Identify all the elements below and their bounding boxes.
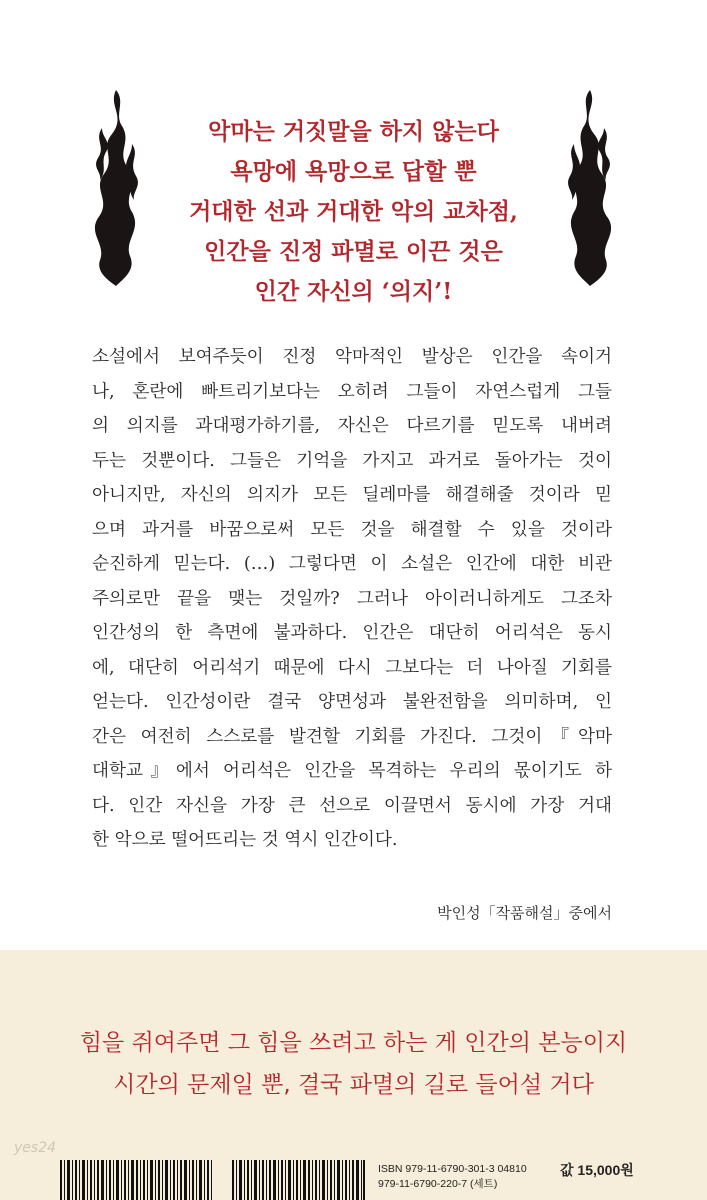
pull-quote [40, 1022, 667, 1106]
quote-line: 힘을 쥐여주면 그 힘을 쓰려고 하는 게 인간의 본능이지 [79, 1030, 628, 1056]
headline-line: 인간을 진정 파멸로 이끈 것은 [204, 238, 503, 265]
body-line: 소설에서 보여주듯이 진정 악마적인 발상은 인간을 속이거 [92, 347, 612, 367]
quote-line: 시간의 문제일 뿐, 결국 파멸의 길로 들어설 거다 [113, 1072, 594, 1098]
watermark: yes24 [14, 1140, 57, 1156]
headline-line: 인간 자신의 ‘의지’! [254, 278, 453, 305]
body-line: 순진하게 믿는다. (…) 그렇다면 이 소설은 인간에 대한 비관 [92, 554, 612, 574]
barcode-icon [60, 1160, 365, 1200]
body-line: 한 악으로 떨어뜨리는 것 역시 인간이다. [92, 830, 398, 850]
body-line: 간은 여전히 스스로를 발견할 기회를 가진다. 그것이『악마 [92, 726, 612, 747]
headline-line: 욕망에 욕망으로 답할 뿐 [230, 158, 477, 185]
price: 값 15,000원 [560, 1162, 634, 1178]
body-line: 의 의지를 과대평가하기를, 자신은 다르기를 믿도록 내버려 [92, 416, 612, 436]
headline-line: 악마는 거짓말을 하지 않는다 [208, 118, 499, 145]
body-line: 나, 혼란에 빠트리기보다는 오히려 그들이 자연스럽게 그들 [92, 381, 612, 402]
body-line: 인간성의 한 측면에 불과하다. 인간은 대단히 어리석은 동시 [92, 623, 612, 643]
body-line: 두는 것뿐이다. 그들은 기억을 가지고 과거로 돌아가는 것이 [92, 450, 612, 471]
isbn-line: ISBN 979-11-6790-301-3 04810 [378, 1163, 527, 1175]
isbn-set-line: 979-11-6790-220-7 (세트) [378, 1178, 498, 1190]
body-line: 아니지만, 자신의 의지가 모든 딜레마를 해결해줄 것이라 믿 [92, 485, 612, 505]
isbn-block [378, 1162, 527, 1192]
commentary-excerpt [92, 340, 612, 858]
headline-line: 거대한 선과 거대한 악의 교차점, [189, 198, 518, 225]
flame-right-icon [560, 88, 620, 288]
body-line: 얻는다. 인간성이란 결국 양면성과 불완전함을 의미하며, 인 [92, 692, 612, 712]
body-line: 으며 과거를 바꿈으로써 모든 것을 해결할 수 있을 것이라 [92, 519, 612, 540]
body-line: 주의로만 끝을 맺는 것일까? 그러나 아이러니하게도 그조차 [92, 588, 612, 609]
body-line: 에, 대단히 어리석기 때문에 다시 그보다는 더 나아질 기회를 [92, 657, 612, 678]
body-line: 다. 인간 자신을 가장 큰 선으로 이끌면서 동시에 가장 거대 [92, 795, 612, 816]
body-line: 대학교』에서 어리석은 인간을 목격하는 우리의 몫이기도 하 [92, 761, 612, 781]
flame-left-icon [86, 88, 146, 288]
headline [150, 112, 557, 312]
attribution: 박인성「작품해설」중에서 [437, 904, 612, 922]
